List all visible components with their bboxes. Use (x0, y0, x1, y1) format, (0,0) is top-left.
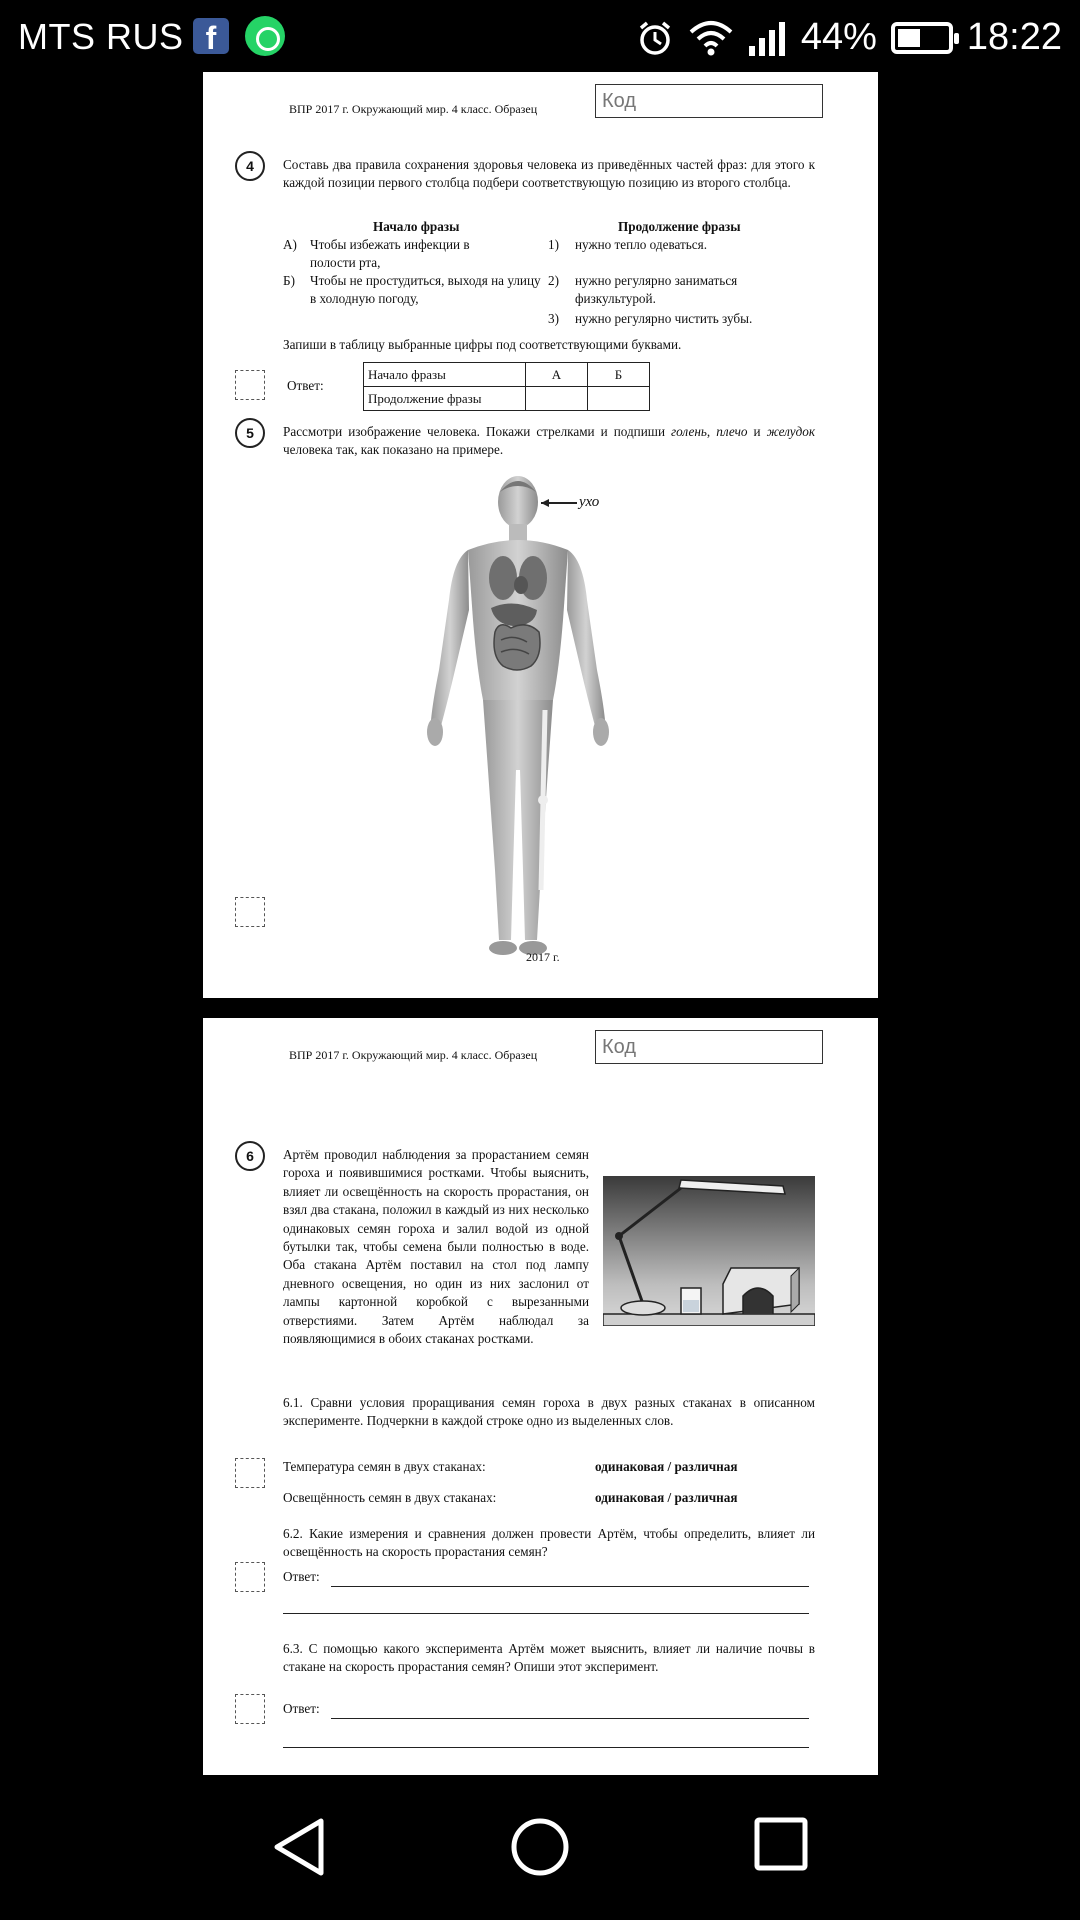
answer-label: Ответ: (283, 1701, 320, 1716)
q5-text-part: Рассмотри изображение человека. Покажи стрелками и подпиши (283, 424, 672, 439)
q4-col1-head: Начало фразы (373, 219, 460, 234)
code-label: Код (602, 1036, 637, 1058)
battery-percent: 44% (800, 16, 877, 58)
q6-3-text: 6.3. С помощью какого эксперимента Артём может выяснить, влияет ли наличие почвы в стакане на скорость прорастания семян? Опиши этот эксперимент. (283, 1641, 815, 1674)
navigation-bar (0, 1775, 1080, 1920)
ear-label: ухо (579, 494, 600, 510)
q4-c2-text: нужно регулярно заниматься физкультурой. (575, 273, 738, 306)
answer-table (363, 362, 650, 411)
q6-1-text: 6.1. Сравни условия проращивания семян гороха в двух разных стаканах в описанном эксперименте. Подчеркни в каждой строке одно из выделенных слов. (283, 1395, 815, 1428)
table-cell: Начало фразы (364, 363, 526, 387)
q4-col2-head: Продолжение фразы (618, 219, 741, 234)
code-field[interactable] (595, 84, 823, 118)
score-box (235, 1694, 265, 1724)
q5-term-stomach: желудок (766, 424, 816, 439)
q6-1-row2-label: Освещённость семян в двух стаканах: (283, 1490, 497, 1505)
answer-label: Ответ: (287, 378, 324, 393)
q4-b-text: Чтобы не простудиться, выходя на улицу в холодную погоду, (310, 273, 541, 306)
page-header: ВПР 2017 г. Окружающий мир. 4 класс. Образец (289, 102, 538, 116)
document-page-2[interactable] (203, 1018, 878, 1775)
q4-c1-text: нужно тепло одеваться. (575, 237, 708, 252)
whatsapp-icon (245, 16, 285, 56)
q5-text-part: и (747, 424, 767, 439)
answer-line[interactable] (331, 1586, 809, 1587)
question-number-5: 5 (235, 418, 265, 448)
answer-line[interactable] (283, 1747, 809, 1748)
q4-instruction: Запиши в таблицу выбранные цифры под соответствующими буквами. (283, 337, 682, 352)
human-body-figure (403, 470, 633, 970)
q5-term-shoulder: плечо (716, 424, 748, 439)
question-number-4: 4 (235, 151, 265, 181)
q4-c3-text: нужно регулярно чистить зубы. (575, 311, 753, 326)
answer-line[interactable] (331, 1718, 809, 1719)
q4-c1-label: 1) (548, 237, 559, 252)
battery-icon (891, 22, 953, 54)
code-field[interactable] (595, 1030, 823, 1064)
page-footer: 2017 г. (526, 950, 560, 964)
alarm-icon (635, 18, 675, 58)
q5-text-part: , (706, 424, 717, 439)
score-box (235, 897, 265, 927)
answer-label: Ответ: (283, 1569, 320, 1584)
table-cell: Продолжение фразы (364, 387, 526, 411)
q4-text: Составь два правила сохранения здоровья человека из приведённых частей фраз: для этого к каждой позиции первого столбца подбери соответствующую позицию из второго столбца. (283, 157, 815, 190)
code-label: Код (602, 90, 637, 112)
q6-1-row1-options[interactable]: одинаковая / различная (595, 1459, 738, 1474)
clock: 18:22 (966, 16, 1062, 58)
answer-cell-b[interactable] (588, 387, 650, 411)
score-box (235, 370, 265, 400)
q5-text-part: человека так, как показано на примере. (283, 442, 504, 457)
q6-1-row1-label: Температура семян в двух стаканах: (283, 1459, 486, 1474)
recents-icon[interactable] (754, 1817, 808, 1876)
table-cell: А (526, 363, 588, 387)
wifi-icon (689, 20, 733, 56)
q6-1-row2-options[interactable]: одинаковая / различная (595, 1490, 738, 1505)
q6-text: Артём проводил наблюдения за прорастанием семян гороха и появившимися ростками. Чтобы выяснить, влияет ли освещённость на скорость прорастания, он взял два стакана, положил в каждый из них несколько одинаковых семян гороха и залил водой из одной бутылки так, чтобы семена были полностью в воде. Оба стакана Артём поставил на стол под лампу дневного освещения, но один из них заслонил от лампы картонной коробкой с вырезанными отверстиями. Затем Артём наблюдал за появляющимися в обоих стаканах ростками. (283, 1147, 589, 1347)
answer-cell-a[interactable] (526, 387, 588, 411)
back-icon[interactable] (271, 1817, 327, 1882)
lamp-experiment-figure (603, 1176, 815, 1356)
status-bar (0, 0, 1080, 72)
q4-c2-label: 2) (548, 273, 559, 288)
signal-icon (747, 20, 787, 56)
score-box (235, 1458, 265, 1488)
q4-c3-label: 3) (548, 311, 559, 326)
question-number-6: 6 (235, 1141, 265, 1171)
facebook-icon: f (193, 18, 229, 54)
q4-a-text: Чтобы избежать инфекции в полости рта, (310, 237, 470, 270)
q4-a-label: А) (283, 237, 297, 252)
home-icon[interactable] (510, 1817, 570, 1882)
q5-text (283, 423, 815, 459)
q6-2-text: 6.2. Какие измерения и сравнения должен провести Артём, чтобы определить, влияет ли освещённость на скорость прорастания семян? (283, 1526, 815, 1559)
answer-line[interactable] (283, 1613, 809, 1614)
document-page-1[interactable] (203, 72, 878, 998)
page-header: ВПР 2017 г. Окружающий мир. 4 класс. Образец (289, 1048, 538, 1062)
q5-term-shin: голень (671, 424, 707, 439)
carrier-name: MTS RUS (18, 16, 184, 57)
q4-b-label: Б) (283, 273, 295, 288)
score-box (235, 1562, 265, 1592)
table-cell: Б (588, 363, 650, 387)
